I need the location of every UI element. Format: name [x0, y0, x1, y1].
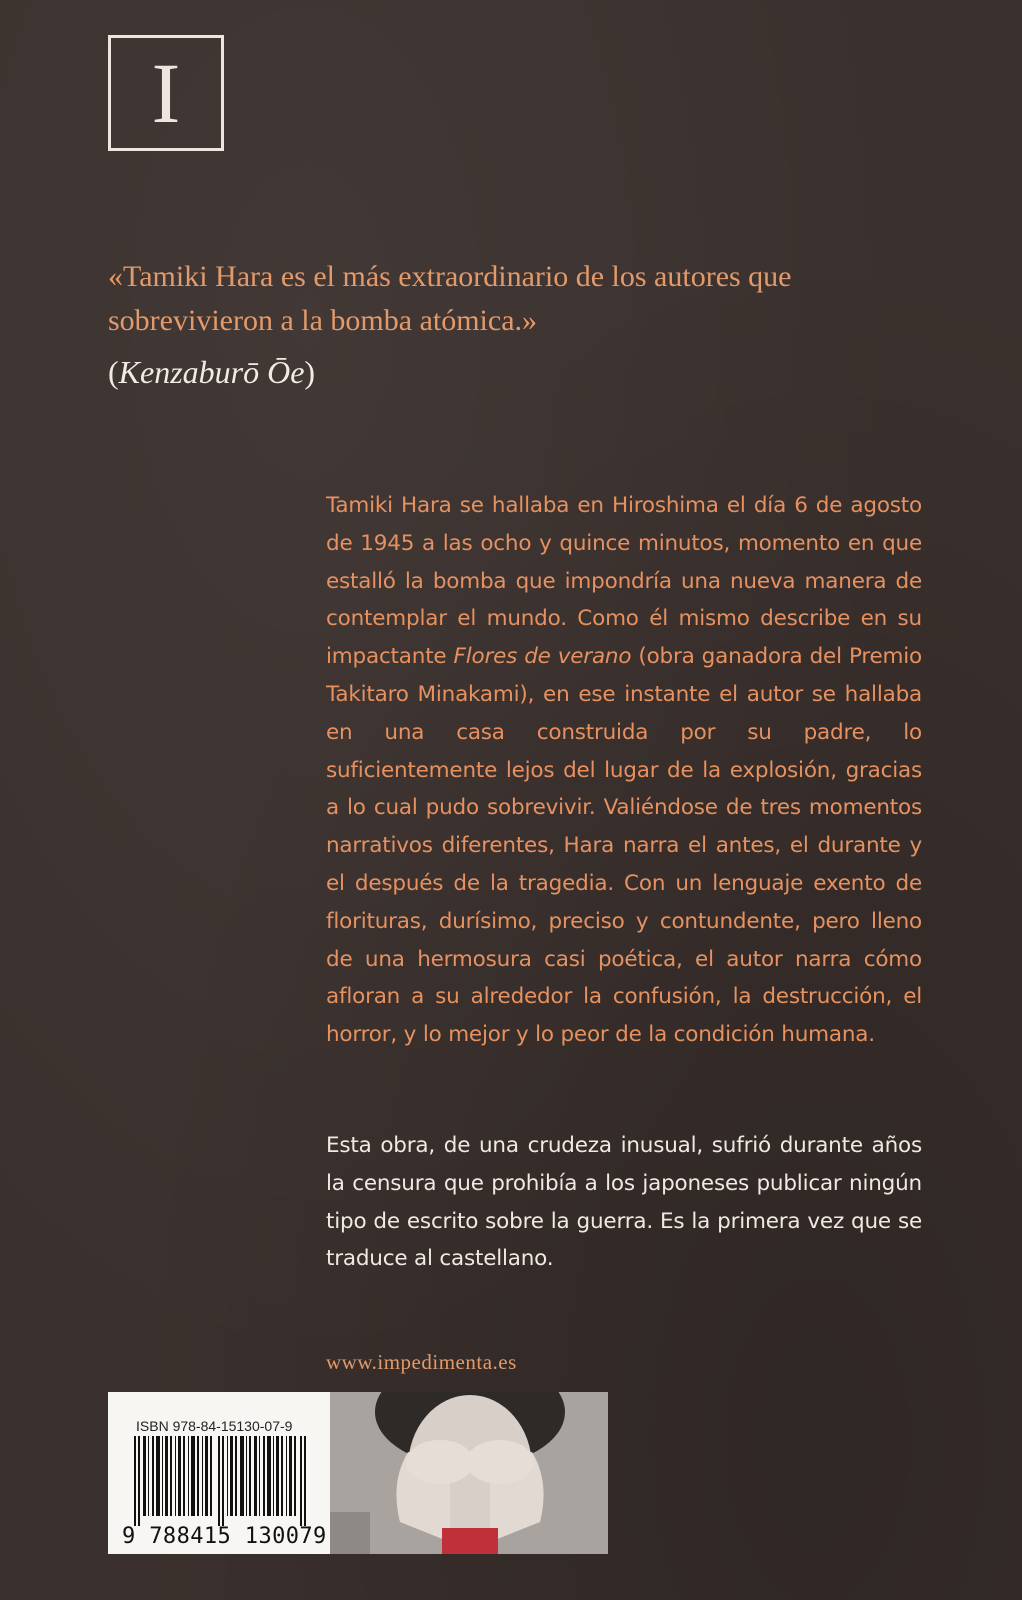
barcode-icon [134, 1436, 310, 1526]
quote-author [108, 350, 315, 394]
isbn-label: ISBN 978-84-15130-07-9 [136, 1418, 293, 1434]
blurb-book-title: Flores de verano [453, 644, 632, 670]
cover-photo [330, 1392, 608, 1554]
barcode-panel [108, 1392, 330, 1554]
quote-author-close: ) [304, 354, 316, 390]
publisher-logo-glyph: I [151, 45, 181, 141]
photo-woman-covering-eyes-icon [330, 1392, 608, 1554]
quote-author-open: ( [108, 354, 119, 390]
blurb-paragraph-1 [326, 487, 922, 1054]
blurb-p1-after: (obra ganadora del Premio Takitaro Minakami), en ese instante el autor se hallaba en una casa construida por su padre, lo suficientemente lejos del lugar de la explosión, gracias a lo cual pudo sobrevivir. Valiéndose de tres momentos narrativos diferentes, Hara narra el antes, el durante y el después de la tragedia. Con un lenguaje exento de florituras, durísimo, preciso y contundente, pero lleno de una hermosura casi poética, el autor narra cómo afloran a su alrededor la confusión, la destrucción, el horror, y lo mejor y lo peor de la condición humana. [326, 644, 922, 1048]
quote-author-name: Kenzaburō Ōe [118, 354, 305, 390]
publisher-logo [108, 35, 224, 151]
quote-text: «Tamiki Hara es el más extraordinario de los autores que sobrevivieron a la bomba atómica.» [108, 260, 792, 337]
publisher-website[interactable]: www.impedimenta.es [326, 1350, 517, 1374]
barcode-digits: 9 788415 130079 [122, 1524, 327, 1549]
blurb-paragraph-2: Esta obra, de una crudeza inusual, sufrió durante años la censura que prohibía a los japoneses publicar ningún tipo de escrito sobre la guerra. Es la primera vez que se traduce al castellano. [326, 1133, 922, 1272]
blurb-p1-before: Tamiki Hara se hallaba en Hiroshima el día 6 de agosto de 1945 a las ocho y quince minutos, momento en que estalló la bomba que impondría una nueva manera de contemplar el mundo. Como él mismo describe en su impactante [326, 493, 922, 670]
